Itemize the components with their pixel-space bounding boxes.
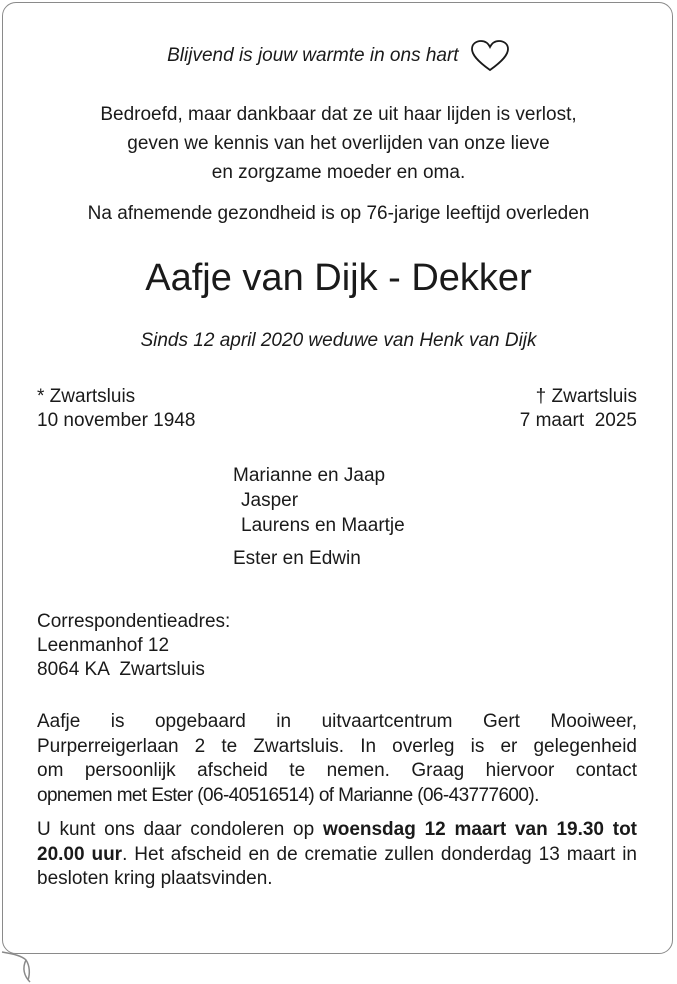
- family-member: Laurens en Maartje: [241, 515, 405, 536]
- motto-line: [0, 40, 677, 72]
- intro-line: geven we kennis van het overlijden van onze lieve: [127, 133, 550, 154]
- death-info: [520, 385, 637, 433]
- motto-text: Blijvend is jouw warmte in ons hart: [167, 45, 459, 67]
- deceased-name: Aafje van Dijk - Dekker: [145, 257, 532, 299]
- address-street: Leenmanhof 12: [37, 635, 170, 656]
- condolence-text-pre: U kunt ons daar condoleren op: [37, 819, 323, 840]
- birth-place: * Zwartsluis: [37, 386, 136, 407]
- family-member: Jasper: [241, 490, 299, 511]
- viewing-line: opnemen met Ester (06-40516514) of Marianne (06-43777600).: [37, 784, 539, 806]
- condolence-paragraph: [37, 818, 637, 892]
- death-date: 7 maart 2025: [519, 410, 637, 431]
- intro-line: Bedroefd, maar dankbaar dat ze uit haar lijden is verlost,: [100, 104, 577, 125]
- heart-outline-icon: [470, 40, 510, 72]
- intro-line: en zorgzame moeder en oma.: [211, 162, 466, 183]
- widow-text: Sinds 12 april 2020 weduwe van Henk van Dijk: [140, 330, 537, 351]
- viewing-line: Purperreigerlaan 2 te Zwartsluis. In overleg is er gelegenheid: [37, 735, 637, 757]
- family-member: Marianne en Jaap: [233, 465, 386, 486]
- birth-date: 10 november 1948: [37, 410, 196, 431]
- address-city: 8064 KA Zwartsluis: [37, 659, 205, 680]
- intro-text: [0, 100, 677, 187]
- family-list: [233, 463, 405, 571]
- condolence-text-post: . Het afscheid en de crematie zullen donderdag 13 maart in besloten kring plaatsvinden.: [37, 843, 637, 889]
- passing-text: Na afnemende gezondheid is op 76-jarige leeftijd overleden: [87, 203, 590, 224]
- viewing-line: om persoonlijk afscheid te nemen. Graag hiervoor contact: [37, 760, 637, 781]
- birth-info: [37, 385, 195, 433]
- family-member: Ester en Edwin: [233, 548, 361, 569]
- ribbon-icon: [0, 930, 60, 984]
- viewing-line: Aafje is opgebaard in uitvaartcentrum Gert Mooiweer,: [37, 711, 637, 732]
- correspondence-address: [37, 610, 230, 682]
- correspondence-label: Correspondentieadres:: [37, 611, 231, 632]
- death-place: † Zwartsluis: [535, 386, 637, 407]
- viewing-paragraph: [37, 710, 637, 808]
- condolence-time: woensdag 12 maart van 19.30 tot 20.00 uur: [37, 819, 638, 865]
